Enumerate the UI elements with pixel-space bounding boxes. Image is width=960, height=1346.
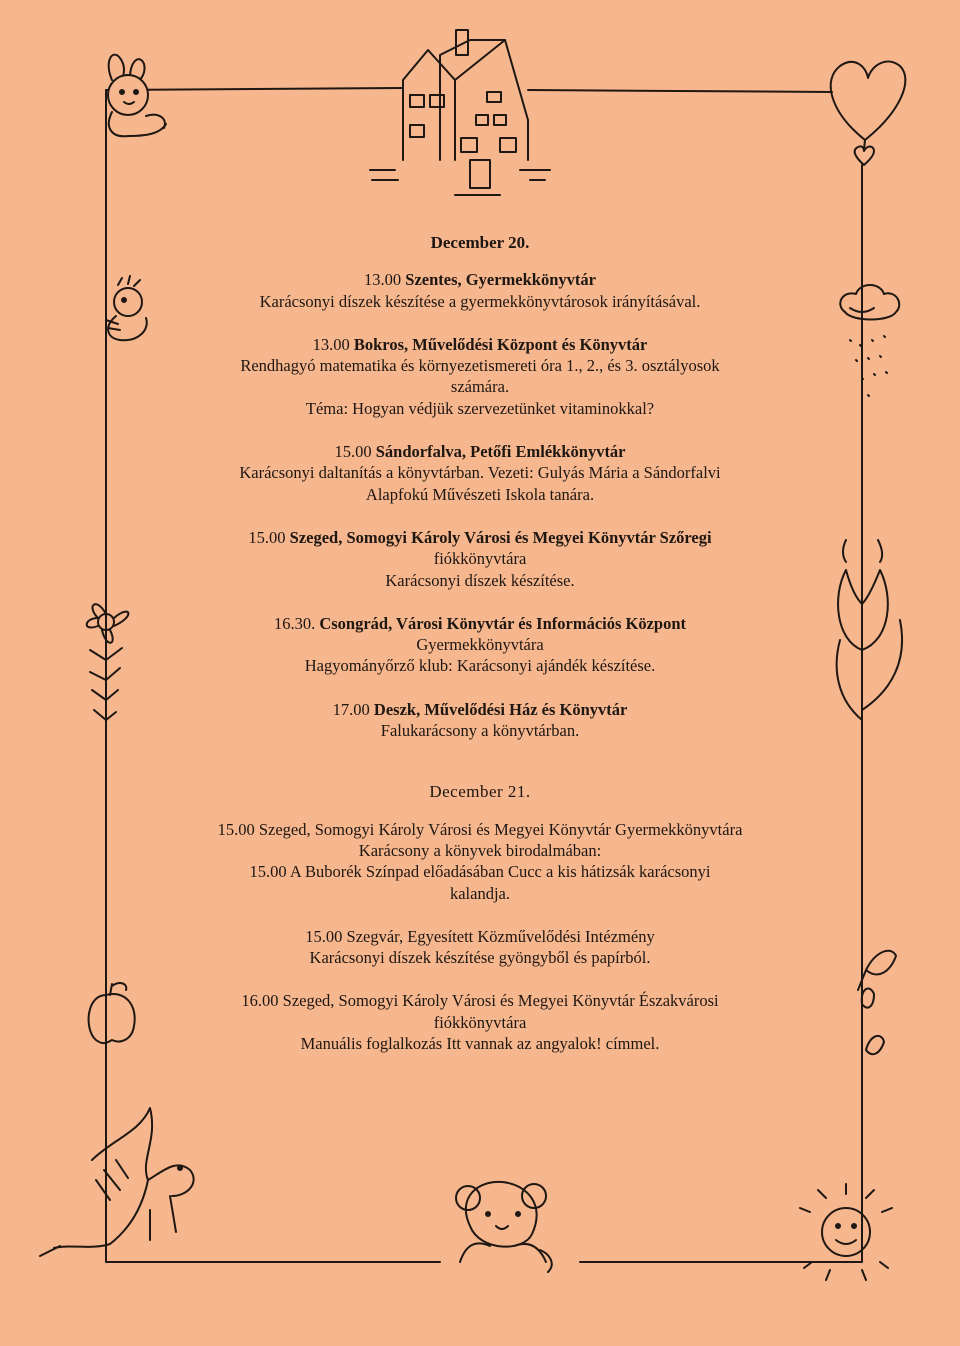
event-line: fiókkönyvtára <box>433 549 527 569</box>
event-time: 15.00 <box>334 442 372 462</box>
event-line: Gyermekkönyvtára <box>416 635 544 655</box>
dragon-icon <box>40 1108 194 1256</box>
event-schedule <box>150 232 810 1076</box>
event-time: 13.00 <box>312 334 350 354</box>
rain-cloud-icon <box>840 285 899 396</box>
event-time: 13.00 <box>364 270 402 290</box>
event-place: Csongrád, Városi Könyvtár és Információs Központ <box>319 613 687 633</box>
event-time: 15.00 <box>217 819 255 839</box>
event-line: Falukarácsony a könyvtárban. <box>380 721 580 741</box>
event-entry <box>150 334 810 419</box>
event-entry <box>150 926 810 969</box>
event-line: Karácsonyi díszek készítése gyöngyből és papírból. <box>309 948 651 968</box>
event-time: 17.00 <box>332 699 370 719</box>
frame-top-right-line <box>528 90 832 92</box>
rabbit-icon <box>108 55 166 137</box>
day-heading: December 21. <box>429 782 531 802</box>
event-time: 15.00 <box>248 527 286 547</box>
event-entry <box>150 269 810 312</box>
teddy-bear-icon <box>456 1182 552 1272</box>
event-entry <box>150 527 810 591</box>
event-place: Szegvár, Egyesített Közművelődési Intézmény <box>346 926 655 946</box>
event-line: 15.00 A Buborék Színpad előadásában Cucc a kis hátizsák karácsonyi <box>249 862 711 882</box>
event-place: Deszk, Művelődési Ház és Könyvtár <box>373 699 628 719</box>
event-line: Karácsonyi daltanítás a könyvtárban. Vezeti: Gulyás Mária a Sándorfalvi <box>239 463 721 483</box>
sun-icon <box>800 1184 892 1280</box>
bird-icon <box>106 276 147 340</box>
tulip-icon <box>837 540 902 740</box>
event-place: Szeged, Somogyi Károly Városi és Megyei Könyvtár Északvárosi <box>282 991 719 1011</box>
event-line: Rendhagyó matematika és környezetismereti óra 1., 2., és 3. osztályosok <box>240 356 720 376</box>
event-line: fiókkönyvtára <box>433 1012 527 1032</box>
event-line: Téma: Hogyan védjük szervezetünket vitaminokkal? <box>305 398 655 418</box>
event-place: Szentes, Gyermekkönyvtár <box>405 270 596 290</box>
event-line: Karácsonyi díszek készítése. <box>385 570 575 590</box>
event-line: kalandja. <box>449 883 510 903</box>
event-place: Szeged, Somogyi Károly Városi és Megyei Könyvtár Szőregi <box>289 527 712 547</box>
event-entry <box>150 819 810 904</box>
event-line: Karácsonyi díszek készítése a gyermekkönyvtárosok irányításával. <box>259 291 701 311</box>
event-line: számára. <box>450 377 510 397</box>
event-place: Sándorfalva, Petőfi Emlékkönyvtár <box>375 442 626 462</box>
event-line: Manuális foglalkozás Itt vannak az angyalok! címmel. <box>300 1034 660 1054</box>
apple-icon <box>89 983 135 1043</box>
event-time: 15.00 <box>305 926 343 946</box>
event-time: 16.30. <box>273 613 316 633</box>
day-heading: December 20. <box>430 233 530 252</box>
event-place: Szeged, Somogyi Károly Városi és Megyei Könyvtár Gyermekkönyvtára <box>258 819 743 839</box>
event-line: Karácsony a könyvek birodalmában: <box>358 840 602 860</box>
flower-icon <box>87 604 129 740</box>
leaves-icon <box>858 951 896 1054</box>
event-line: Hagyományőrző klub: Karácsonyi ajándék készítése. <box>304 656 656 676</box>
event-place: Bokros, Művelődési Központ és Könyvtár <box>353 334 648 354</box>
event-entry <box>150 441 810 505</box>
event-entry <box>150 699 810 742</box>
house-icon <box>370 30 550 195</box>
frame-top-left-line <box>106 88 403 90</box>
event-line: Alapfokú Művészeti Iskola tanára. <box>365 484 595 504</box>
heart-icon <box>831 62 906 165</box>
event-time: 16.00 <box>241 991 279 1011</box>
event-entry <box>150 990 810 1054</box>
event-entry <box>150 613 810 677</box>
